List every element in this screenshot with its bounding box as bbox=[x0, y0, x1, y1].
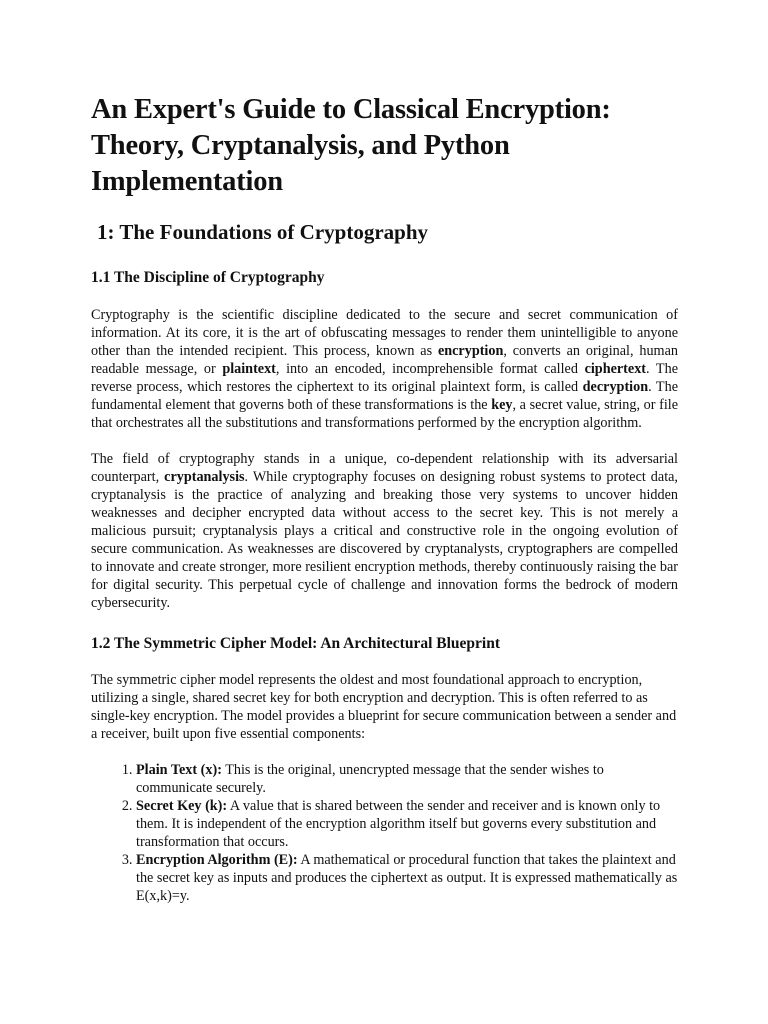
list-item bbox=[136, 851, 678, 905]
list-item bbox=[136, 797, 678, 851]
list-item-term: Plain Text (x): bbox=[136, 762, 222, 778]
list-item-text: A mathematical or procedural function that takes the plaintext and the secret key as inputs and produces the ciphertext as output. It is expressed mathematically as E(x,k)=y. bbox=[136, 852, 678, 904]
text-run: The field of cryptography stands in a unique, co-dependent relationship with its adversarial counterpart, bbox=[91, 451, 678, 485]
document-page bbox=[91, 92, 678, 905]
list-item-text: A value that is shared between the sender and receiver and is known only to them. It is independent of the encryption algorithm itself but governs every substitution and transformation that occurs. bbox=[136, 798, 661, 850]
bold-term-decryption: decryption bbox=[582, 379, 649, 395]
bold-term-cryptanalysis: cryptanalysis bbox=[164, 469, 245, 485]
paragraph-cryptography-definition bbox=[91, 306, 678, 432]
text-run: , converts an original, human readable message, or bbox=[91, 343, 678, 377]
chapter-heading: 1: The Foundations of Cryptography bbox=[97, 220, 428, 244]
bold-term-ciphertext: ciphertext bbox=[584, 361, 647, 377]
list-item-text: This is the original, unencrypted message that the sender wishes to communicate securely. bbox=[136, 762, 604, 796]
text-run: . The reverse process, which restores the ciphertext to its original plaintext form, is called bbox=[91, 361, 678, 395]
text-run: Cryptography is the scientific discipline dedicated to the secure and secret communication of information. At its core, it is the art of obfuscating messages to render them unintelligible to anyone other than the intended recipient. This process, known as bbox=[91, 307, 678, 359]
list-item-term: Secret Key (k): bbox=[136, 798, 228, 814]
text-run: . While cryptography focuses on designing robust systems to protect data, cryptanalysis is the practice of analyzing and breaking those very systems to uncover hidden weaknesses and decipher encrypted data without access to the secret key. This is not merely a malicious pursuit; cryptanalysis plays a critical and constructive role in the ongoing evolution of secure communication. As weaknesses are discovered by cryptanalysts, cryptographers are compelled to innovate and create stronger, more resilient encryption methods, thereby continuously raising the bar for digital security. This perpetual cycle of challenge and innovation forms the bedrock of modern cybersecurity. bbox=[91, 469, 678, 611]
text-run: , into an encoded, incomprehensible format called bbox=[275, 361, 585, 377]
paragraph-symmetric-intro: The symmetric cipher model represents the oldest and most foundational approach to encryption, utilizing a single, shared secret key for both encryption and decryption. This is often referred to as single-key encryption. The model provides a blueprint for secure communication between a sender and a receiver, built upon five essential components: bbox=[91, 672, 677, 742]
bold-term-encryption: encryption bbox=[437, 343, 504, 359]
bold-term-key: key bbox=[491, 397, 513, 413]
bold-term-plaintext: plaintext bbox=[222, 361, 276, 377]
document-title: An Expert's Guide to Classical Encryption: Theory, Cryptanalysis, and Python Implementation bbox=[91, 94, 611, 197]
text-run: , a secret value, string, or file that orchestrates all the substitutions and transformations performed by the encryption algorithm. bbox=[91, 397, 679, 431]
paragraph-cryptanalysis bbox=[91, 450, 678, 612]
components-list bbox=[91, 761, 678, 905]
text-run: . The fundamental element that governs both of these transformations is the bbox=[91, 379, 678, 413]
list-item-term: Encryption Algorithm (E): bbox=[136, 852, 298, 868]
section-heading-1-1: 1.1 The Discipline of Cryptography bbox=[91, 269, 325, 286]
section-heading-1-2: 1.2 The Symmetric Cipher Model: An Architectural Blueprint bbox=[91, 635, 501, 652]
list-item bbox=[136, 761, 678, 797]
